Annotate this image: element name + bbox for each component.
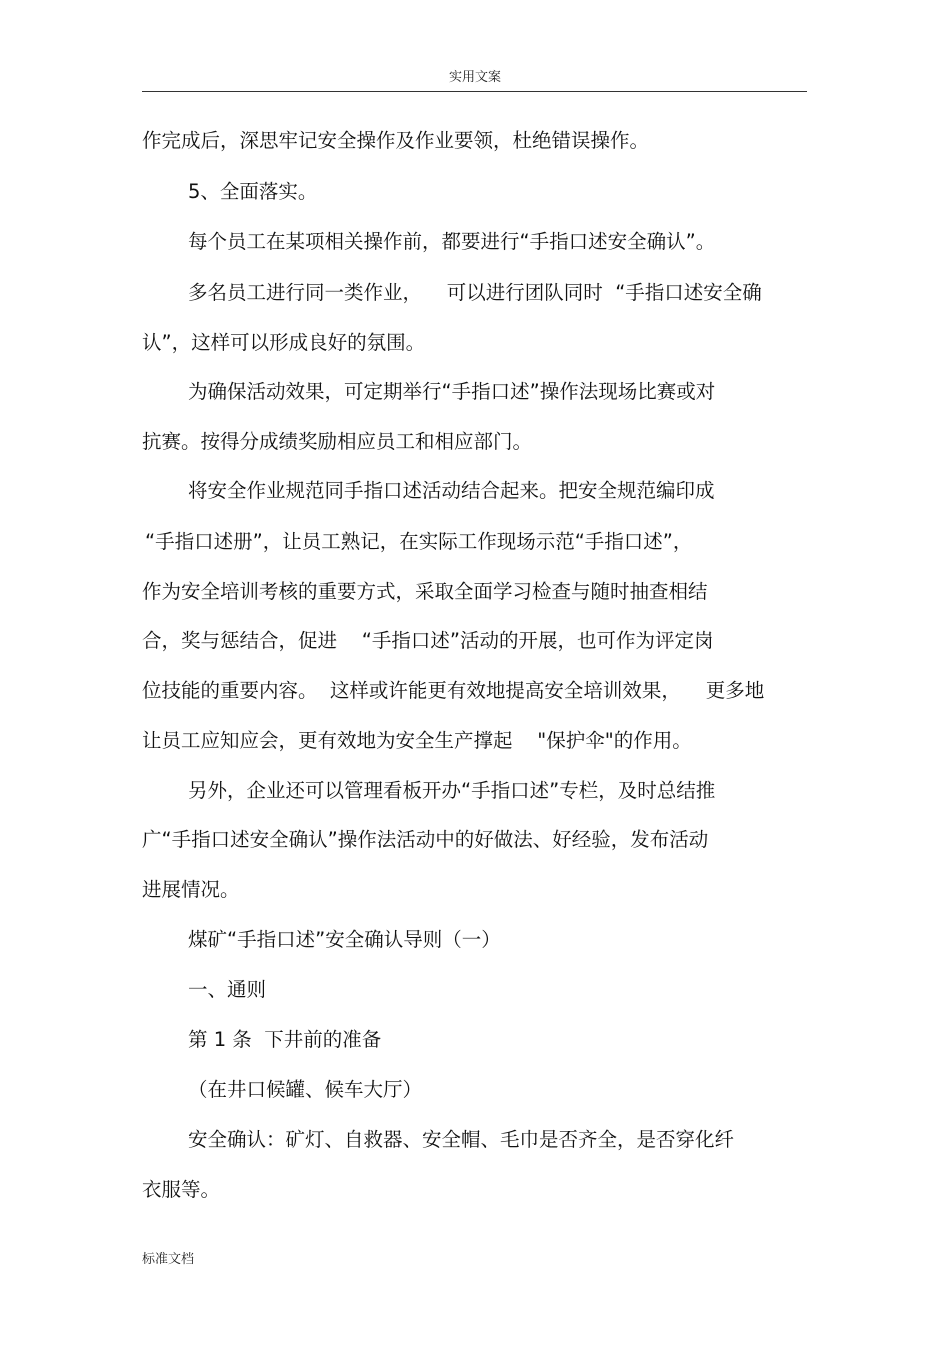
text-line: 多名员工进行同一类作业， 可以进行团队同时 “手指口述安全确 [188, 281, 762, 304]
text-line: 位技能的重要内容。 这样或许能更有效地提高安全培训效果， 更多地 [142, 679, 765, 702]
header-rule [142, 91, 807, 92]
page-header: 实用文案 [448, 70, 501, 85]
text-line: 煤矿“手指口述”安全确认导则（一） [188, 928, 501, 951]
text-line: 另外，企业还可以管理看板开办“手指口述”专栏，及时总结推 [188, 779, 716, 802]
text-line: 合，奖与惩结合，促进 “手指口述”活动的开展，也可作为评定岗 [142, 629, 714, 652]
text-line: 5、全面落实。 [188, 180, 318, 203]
text-line: （在井口候罐、候车大厅） [188, 1078, 423, 1101]
text-line: 为确保活动效果，可定期举行“手指口述”操作法现场比赛或对 [188, 380, 716, 403]
text-line: 广“手指口述安全确认”操作法活动中的好做法、好经验，发布活动 [142, 828, 709, 851]
text-line: 作完成后，深思牢记安全操作及作业要领，杜绝错误操作。 [142, 129, 650, 152]
text-line: 衣服等。 [142, 1178, 221, 1201]
text-line: 每个员工在某项相关操作前，都要进行“手指口述安全确认”。 [188, 230, 716, 253]
text-line: 一、通则 [188, 978, 267, 1001]
text-line: 认”，这样可以形成良好的氛围。 [142, 331, 426, 354]
text-line: 作为安全培训考核的重要方式，采取全面学习检查与随时抽查相结 [142, 580, 708, 603]
text-line: 安全确认：矿灯、自救器、安全帽、毛巾是否齐全，是否穿化纤 [188, 1128, 735, 1151]
text-line: “手指口述册”，让员工熟记，在实际工作现场示范“手指口述”， [145, 530, 693, 553]
page-footer: 标准文档 [142, 1252, 195, 1267]
text-line: 将安全作业规范同手指口述活动结合起来。把安全规范编印成 [188, 479, 715, 502]
text-line: 第 1 条 下井前的准备 [188, 1028, 382, 1051]
text-line: 抗赛。按得分成绩奖励相应员工和相应部门。 [142, 430, 533, 453]
text-line: 进展情况。 [142, 878, 240, 901]
text-line: 让员工应知应会，更有效地为安全生产撑起 "保护伞"的作用。 [142, 729, 692, 752]
